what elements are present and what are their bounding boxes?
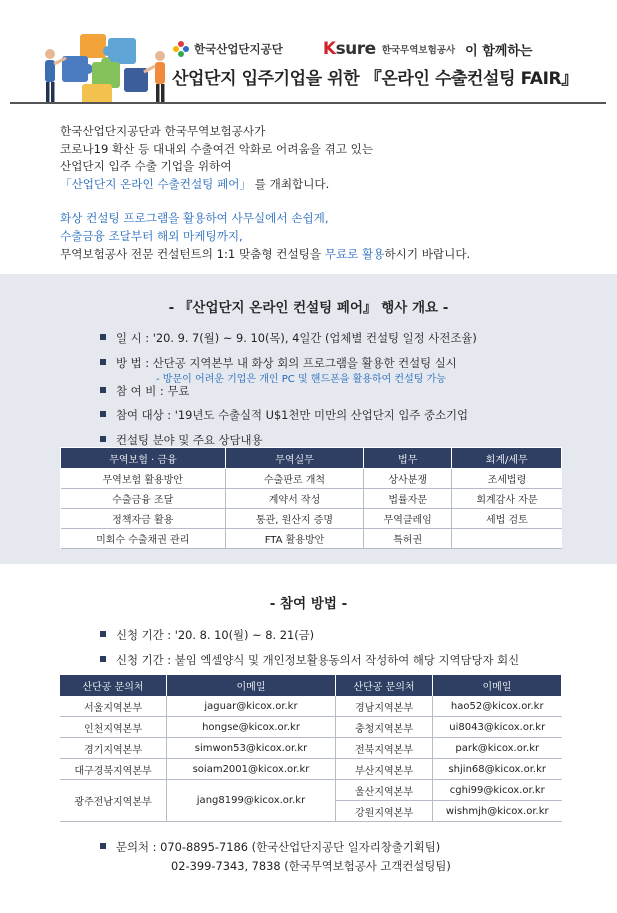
ksure-wordmark: Ksure <box>322 39 376 59</box>
list-item: 컨설팅 분야 및 주요 상담내용 <box>100 432 477 457</box>
bullet-icon <box>100 411 106 417</box>
intro-line: 코로나19 확산 등 대내외 수출여건 악화로 어려움을 겪고 있는 <box>60 141 374 156</box>
contact-info <box>100 838 451 875</box>
intro-line: 산업단지 입주 수출 기업을 위하여 <box>60 159 232 174</box>
kicox-logo <box>172 40 283 58</box>
bullet-icon <box>100 656 106 662</box>
table-row: 대구경북지역본부 soiam2001@kicox.or.kr 부산지역본부 shjin68@kicox.or.kr <box>60 759 562 780</box>
together-text: 이 함께하는 <box>465 43 533 59</box>
table-row: 강원지역본부 wishmjh@kicox.or.kr <box>60 801 562 822</box>
kicox-name: 한국산업단지공단 <box>194 42 283 56</box>
page-title: 산업단지 입주기업을 위한 『온라인 수출컨설팅 FAIR』 <box>172 69 578 89</box>
list-item: 일 시 : '20. 9. 7(월) ~ 9. 10(목), 4일간 (업체별 컨설팅 일정 사전조율) <box>100 330 477 355</box>
table-row: 무역보험 활용방안 수출판로 개척 상사분쟁 조세법령 <box>61 469 562 489</box>
table-header: 산단공 문의처 <box>336 675 433 696</box>
puzzle-people-illustration <box>22 34 172 106</box>
title-divider <box>10 102 606 104</box>
intro-text <box>60 123 470 263</box>
bullet-icon <box>100 436 106 442</box>
header <box>0 0 617 108</box>
participation-title: - 참여 방법 - <box>269 596 348 612</box>
list-item: 신청 기간 : 붙임 엑셀양식 및 개인정보활용동의서 작성하여 해당 지역담당자 회신 <box>100 652 519 677</box>
ksure-name: 한국무역보험공사 <box>381 45 456 56</box>
bullet-icon <box>100 631 106 637</box>
intro-line: 수출금융 조달부터 해외 마케팅까지, <box>60 228 243 243</box>
table-row: 정책자금 활용 통관, 원산지 증명 무역클레임 세법 검토 <box>61 509 562 529</box>
kicox-emblem-icon <box>172 40 190 58</box>
intro-line: 화상 컨설팅 프로그램을 활용하여 사무실에서 손쉽게, <box>60 211 329 226</box>
contact-table <box>60 675 562 822</box>
table-header: 산단공 문의처 <box>60 675 167 696</box>
list-item: 방 법 : 산단공 지역본부 내 화상 회의 프로그램을 활용한 컨설팅 실시 - 방문이 어려운 기업은 개인 PC 및 핸드폰을 활용하여 컨설팅 가능 <box>100 355 477 383</box>
ksure-logo <box>323 39 455 59</box>
table-header: 이메일 <box>167 675 336 696</box>
bullet-icon <box>100 387 106 393</box>
list-item: 참 여 비 : 무료 <box>100 383 477 408</box>
table-row: 광주전남지역본부 jang8199@kicox.or.kr 울산지역본부 cghi99@kicox.or.kr <box>60 780 562 801</box>
partner-logos <box>172 38 532 60</box>
intro-line: 무역보험공사 전문 컨설턴트의 1:1 맞춤형 컨설팅을 무료로 활용하시기 바랍니다. <box>60 246 471 261</box>
participation-list <box>100 627 519 676</box>
table-row: 경기지역본부 simwon53@kicox.or.kr 전북지역본부 park@kicox.or.kr <box>60 738 562 759</box>
bullet-icon <box>100 334 106 340</box>
overview-title: - 『산업단지 온라인 컨설팅 페어』 행사 개요 - <box>168 300 449 316</box>
table-row: 미회수 수출채권 관리 FTA 활용방안 특허권 <box>61 529 562 549</box>
table-row: 수출금융 조달 계약서 작성 법률자문 회계감사 자문 <box>61 489 562 509</box>
table-header: 무역실무 <box>225 448 363 469</box>
table-header: 법무 <box>364 448 452 469</box>
table-row: 인천지역본부 hongse@kicox.or.kr 충청지역본부 ui8043@kicox.or.kr <box>60 717 562 738</box>
list-item: 참여 대상 : '19년도 수출실적 U$1천만 미만의 산업단지 입주 중소기업 <box>100 407 477 432</box>
table-header: 이메일 <box>433 675 562 696</box>
bullet-icon <box>100 843 106 849</box>
intro-line: 「산업단지 온라인 수출컨설팅 페어」 를 개최합니다. <box>60 176 330 191</box>
list-item: 신청 기간 : '20. 8. 10(월) ~ 8. 21(금) <box>100 627 519 652</box>
contact-line: 문의처 : 070-8895-7186 (한국산업단지공단 일자리창출기획팀) <box>116 840 441 854</box>
intro-line: 한국산업단지공단과 한국무역보험공사가 <box>60 124 266 138</box>
bullet-icon <box>100 359 106 365</box>
contact-line: 02-399-7343, 7838 (한국무역보험공사 고객컨설팅팀) <box>171 858 451 873</box>
table-header: 회계/세무 <box>452 448 562 469</box>
table-header: 무역보험 · 금융 <box>61 448 226 469</box>
consulting-table <box>60 447 562 549</box>
table-row: 서울지역본부 jaguar@kicox.or.kr 경남지역본부 hao52@kicox.or.kr <box>60 696 562 717</box>
overview-list <box>100 330 477 456</box>
